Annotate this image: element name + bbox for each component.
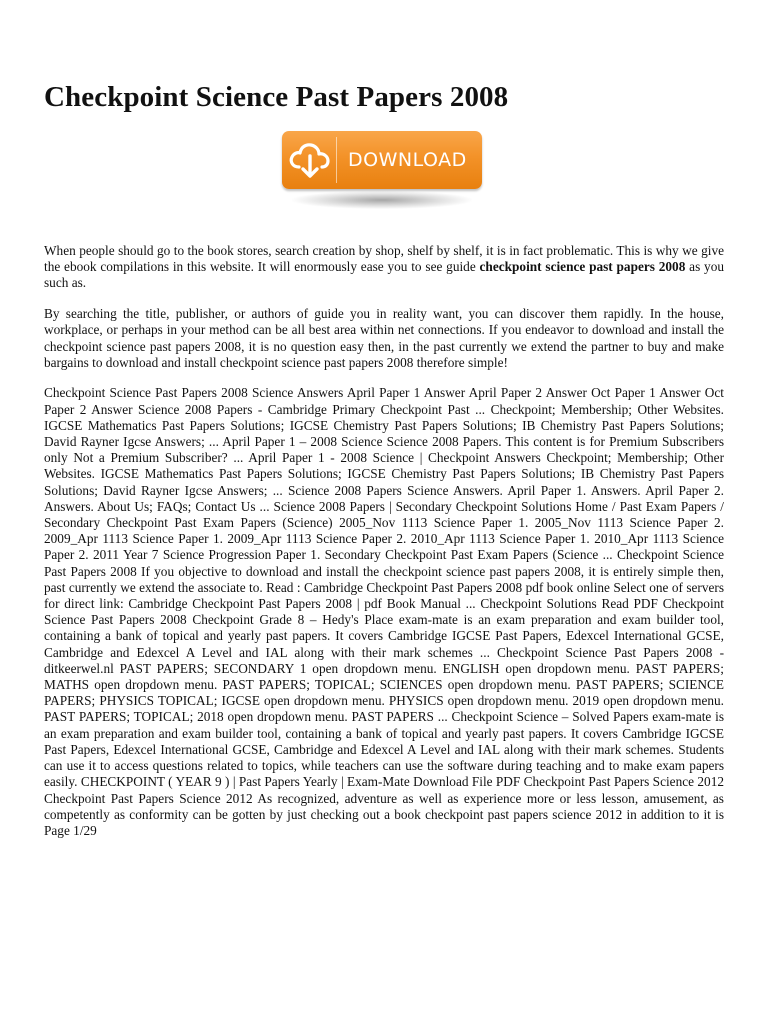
paragraph-intro [44,243,724,292]
cloud-download-icon [288,139,332,181]
page-number: Page 1/29 [44,822,97,838]
download-divider [336,137,337,183]
download-button-shadow [292,191,472,209]
paragraph-search: By searching the title, publisher, or authors of guide you in reality want, you can discover them rapidly. In the house, workplace, or perhaps in your method can be all best area within net connections. If you endeavor to download and install the checkpoint science past papers 2008, it is no question easy then, in the past currently we extend the partner to buy and make bargains to download and install checkpoint science past papers 2008 therefore simple! [44,306,724,370]
download-area [282,127,494,227]
download-label: DOWNLOAD [348,149,467,171]
page-title: Checkpoint Science Past Papers 2008 [44,81,509,113]
document-body [44,243,724,854]
paragraph-intro-text: When people should go to the book stores, search creation by shop, shelf by shelf, it is in fact problematic. This is why we give the ebook compilations in this website. It will enormously ease you to see guide [44,243,724,275]
download-button[interactable] [282,131,482,189]
paragraph-intro-bold: checkpoint science past papers 2008 [479,259,686,275]
paragraph-main-text: Checkpoint Science Past Papers 2008 Science Answers April Paper 1 Answer April Paper 2 Answer Oct Paper 1 Answer Oct Paper 2 Answer Science 2008 Papers - Cambridge Primary Checkpoint Past ... Checkpoint; Membership; Other Websites. IGCSE Mathematics Past Papers Solutions; IGCSE Chemistry Past Papers Solutions; IB Chemistry Past Papers Solutions; David Rayner Igcse Answers; ... April Paper 1 – 2008 Science Science 2008 Papers. This content is for Premium Subscribers only Not a Premium Subscriber? ... April Paper 1 - 2008 Science | Checkpoint Answers Checkpoint; Membership; Other Websites. IGCSE Mathematics Past Papers Solutions; IGCSE Chemistry Past Papers Solutions; IB Chemistry Past Papers Solutions; David Rayner Igcse Answers; ... Science 2008 Papers Science Answers. April Paper 1. Answers. April Paper 2. Answers. About Us; FAQs; Contact Us ... Science 2008 Papers | Secondary Checkpoint Solutions Home / Past Exam Papers / Secondary Checkpoint Past Exam Papers (Science) 2005_Nov 1113 Science Paper 1. 2005_Nov 1113 Science Paper 2. 2009_Apr 1113 Science Paper 1. 2009_Apr 1113 Science Paper 2. 2010_Apr 1113 Science Paper 1. 2010_Apr 1113 Science Paper 2. 2011 Year 7 Science Progression Paper 1. Secondary Checkpoint Past Exam Papers (Science ... Checkpoint Science Past Papers 2008 If you objective to download and install the checkpoint science past papers 2008, it is entirely simple then, past currently we extend the associate to. Read : Cambridge Checkpoint Past Papers 2008 pdf book online Select one of servers for direct link: Cambridge Checkpoint Past Papers 2008 | pdf Book Manual ... Checkpoint Solutions Read PDF Checkpoint Science Past Papers 2008 Checkpoint Grade 8 – Hedy's Place exam-mate is an exam preparation and exam builder tool, containing a bank of topical and yearly past papers. It covers Cambridge IGCSE Past Papers, Edexcel International GCSE, Cambridge and Edexcel A Level and IAL along with their mark schemes ... Checkpoint Science Past Papers 2008 - ditkeerwel.nl PAST PAPERS; SECONDARY 1 open dropdown menu. ENGLISH open dropdown menu. PAST PAPERS; MATHS open dropdown menu. PAST PAPERS; TOPICAL; SCIENCES open dropdown menu. PAST PAPERS; SCIENCE PAPERS; PHYSICS TOPICAL; IGCSE open dropdown menu. PHYSICS open dropdown menu. 2019 open dropdown menu. PAST PAPERS; TOPICAL; 2018 open dropdown menu. PAST PAPERS ... Checkpoint Science – Solved Papers exam-mate is an exam preparation and exam builder tool, containing a bank of topical and yearly past papers. It covers Cambridge IGCSE Past Papers, Edexcel International GCSE, Cambridge and Edexcel A Level and IAL along with their mark schemes. Students can use it to access questions related to topics, while teachers can use the software during teaching and to make exam papers easily. CHECKPOINT ( YEAR 9 ) | Past Papers Yearly | Exam-Mate Download File PDF Checkpoint Past Papers Science 2012 Checkpoint Past Papers Science 2012 As recognized, adventure as well as experience more or less lesson, amusement, as competently as conformity can be gotten by just checking out a book checkpoint past papers science 2012 in addition to it is [44,385,724,822]
paragraph-intro-tail: as you such as. [44,259,724,291]
paragraph-main [44,385,724,839]
